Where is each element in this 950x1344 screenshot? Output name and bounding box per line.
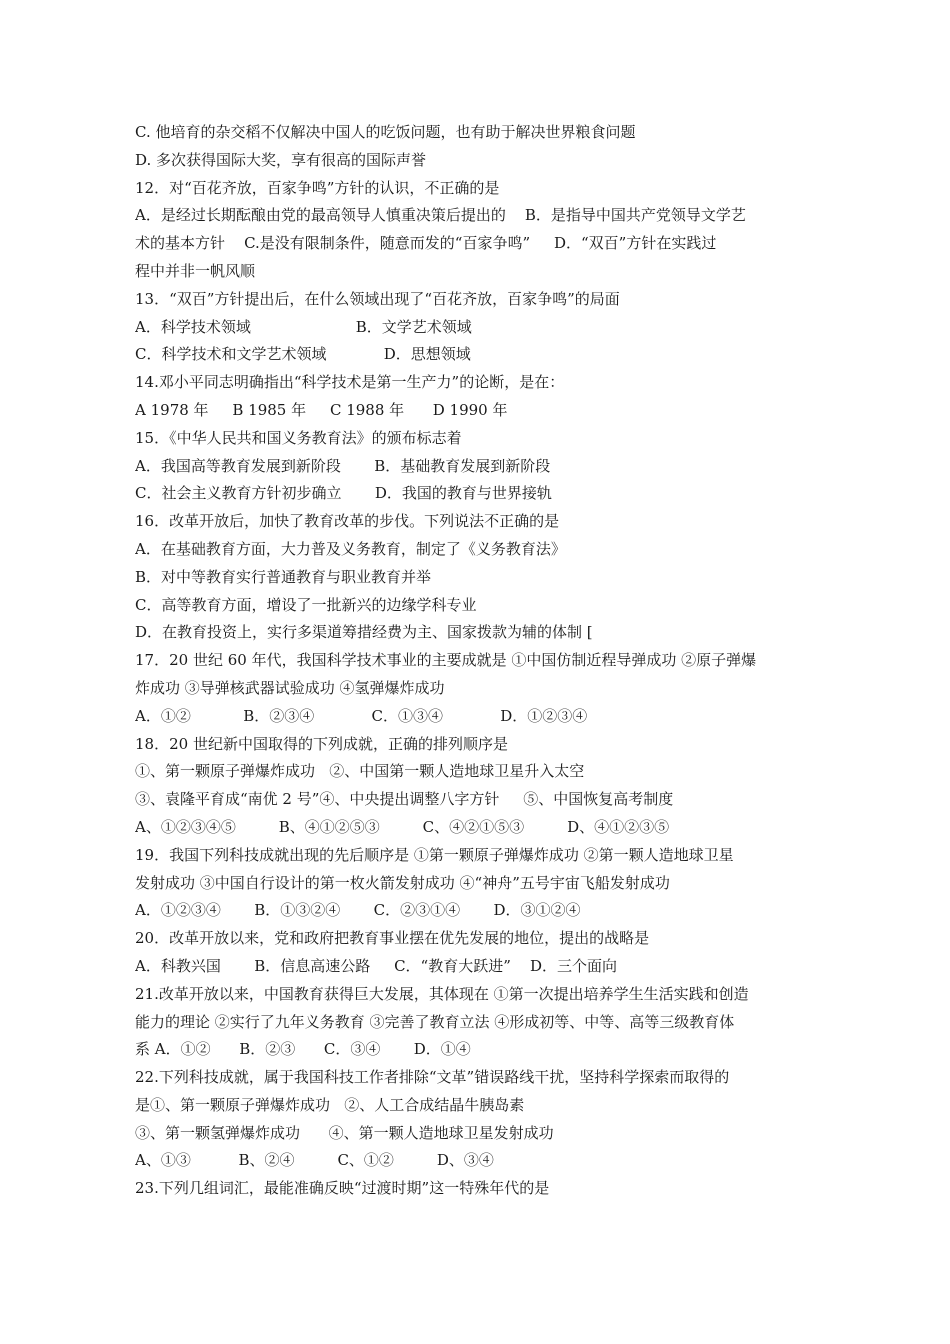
question-13: 13．“双百”方针提出后，在什么领域出现了“百花齐放，百家争鸣”的局面 xyxy=(135,289,620,308)
text-line: C. 他培育的杂交稻不仅解决中国人的吃饭问题，也有助于解决世界粮食问题 xyxy=(135,123,636,141)
text-line: C．高等教育方面，增设了一批新兴的边缘学科专业 xyxy=(135,595,477,614)
question-19: 19．我国下列科技成就出现的先后顺序是 ①第一颗原子弹爆炸成功 ②第一颗人造地球卫星 xyxy=(135,845,734,864)
text-line: 术的基本方针 C.是没有限制条件，随意而发的“百家争鸣” D．“双百”方针在实践过 xyxy=(135,234,717,253)
text-line: A、①②③④⑤ B、④①②⑤③ C、④②①⑤③ D、④①②③⑤ xyxy=(135,817,670,836)
document-page xyxy=(135,119,825,1203)
text-line: D．在教育投资上，实行多渠道筹措经费为主、国家拨款为辅的体制 [ xyxy=(135,623,593,642)
question-14: 14.邓小平同志明确指出“科学技术是第一生产力”的论断，是在： xyxy=(135,373,565,392)
question-21: 21.改革开放以来，中国教育获得巨大发展，其体现在 ①第一次提出培养学生生活实践和创造 xyxy=(135,984,749,1003)
text-line: B．对中等教育实行普通教育与职业教育并举 xyxy=(135,567,432,586)
text-line: 系 A．①② B．②③ C．③④ D．①④ xyxy=(135,1040,471,1059)
question-15: 15．《中华人民共和国义务教育法》的颁布标志着 xyxy=(135,428,462,447)
text-line: 炸成功 ③导弹核武器试验成功 ④氢弹爆炸成功 xyxy=(135,678,445,697)
text-line: D. 多次获得国际大奖，享有很高的国际声誉 xyxy=(135,150,427,169)
text-line: 发射成功 ③中国自行设计的第一枚火箭发射成功 ④“神舟”五号宇宙飞船发射成功 xyxy=(135,873,670,892)
text-line: A．是经过长期酝酿由党的最高领导人慎重决策后提出的 B．是指导中国共产党领导文学艺 xyxy=(135,206,746,225)
text-line: C．科学技术和文学艺术领域 D．思想领域 xyxy=(135,345,471,364)
text-line: C．社会主义教育方针初步确立 D．我国的教育与世界接轨 xyxy=(135,484,552,503)
text-line: A、①③ B、②④ C、①② D、③④ xyxy=(135,1151,494,1170)
question-22: 22.下列科技成就，属于我国科技工作者排除“文革”错误路线干扰，坚持科学探索而取得的 xyxy=(135,1068,730,1087)
text-line: A．科教兴国 B．信息高速公路 C．“教育大跃进” D．三个面向 xyxy=(135,956,617,975)
text-line: 程中并非一帆风顺 xyxy=(135,261,256,280)
question-18: 18．20 世纪新中国取得的下列成就，正确的排列顺序是 xyxy=(135,734,508,753)
question-12: 12．对“百花齐放，百家争鸣”方针的认识，不正确的是 xyxy=(135,178,500,197)
text-line: A．在基础教育方面，大力普及义务教育，制定了《义务教育法》 xyxy=(135,539,566,558)
text-line: A．科学技术领域 B．文学艺术领域 xyxy=(135,317,472,336)
text-line: 能力的理论 ②实行了九年义务教育 ③完善了教育立法 ④形成初等、中等、高等三级教育体 xyxy=(135,1012,735,1031)
text-line: A．①②③④ B．①③②④ C．②③①④ D．③①②④ xyxy=(135,901,581,920)
text-line: ③、第一颗氢弹爆炸成功 ④、第一颗人造地球卫星发射成功 xyxy=(135,1123,554,1142)
question-17: 17．20 世纪 60 年代，我国科学技术事业的主要成就是 ①中国仿制近程导弹成功 ②原子弹爆 xyxy=(135,651,757,670)
text-line: 是①、第一颗原子弹爆炸成功 ②、人工合成结晶牛胰岛素 xyxy=(135,1095,525,1114)
text-line: A．①② B．②③④ C．①③④ D．①②③④ xyxy=(135,706,588,725)
question-23: 23.下列几组词汇，最能准确反映“过渡时期”这一特殊年代的是 xyxy=(135,1179,550,1198)
text-line: ③、袁隆平育成“南优 2 号”④、中央提出调整八字方针 ⑤、中国恢复高考制度 xyxy=(135,790,674,809)
question-16: 16．改革开放后，加快了教育改革的步伐。下列说法不正确的是 xyxy=(135,512,560,531)
question-20: 20．改革开放以来，党和政府把教育事业摆在优先发展的地位，提出的战略是 xyxy=(135,929,650,948)
text-line: A 1978 年 B 1985 年 C 1988 年 D 1990 年 xyxy=(135,400,508,419)
text-line: ①、第一颗原子弹爆炸成功 ②、中国第一颗人造地球卫星升入太空 xyxy=(135,762,585,781)
text-line: A．我国高等教育发展到新阶段 B．基础教育发展到新阶段 xyxy=(135,456,551,475)
